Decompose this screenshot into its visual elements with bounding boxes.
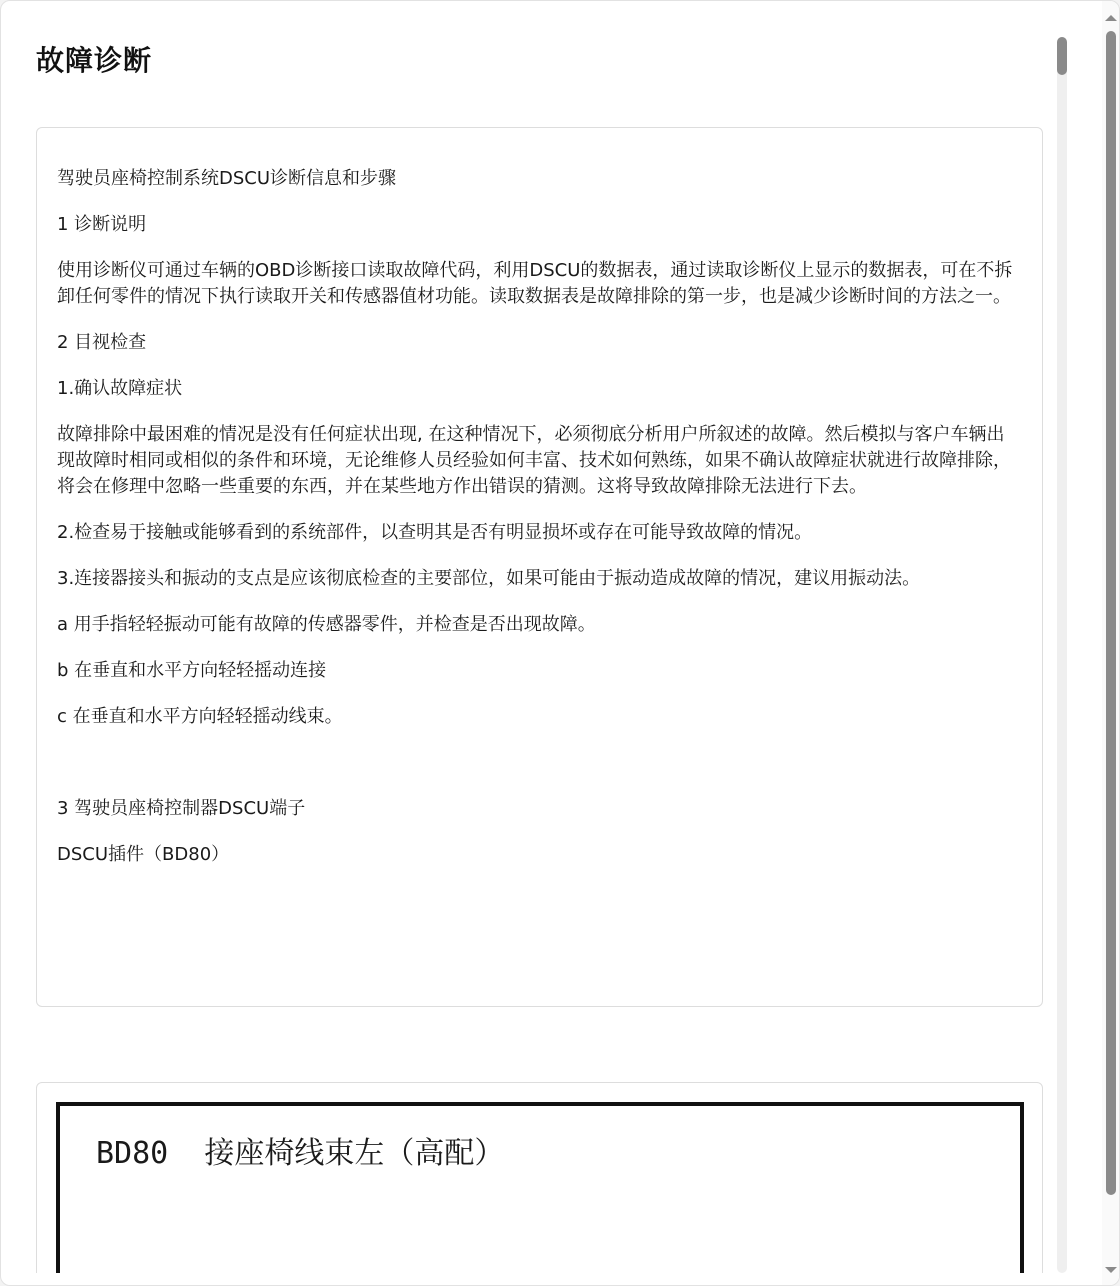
substep-a: a 用手指轻轻振动可能有故障的传感器零件，并检查是否出现故障。 bbox=[57, 614, 596, 635]
page-title: 故障诊断 bbox=[36, 44, 153, 77]
section-heading-diagnosis-description: 1 诊断说明 bbox=[57, 214, 147, 235]
connector-diagram-card bbox=[36, 1082, 1043, 1273]
substep-b: b 在垂直和水平方向轻轻摇动连接 bbox=[57, 660, 327, 681]
diagnosis-text-card bbox=[36, 127, 1043, 1007]
doc-heading: 驾驶员座椅控制系统DSCU诊断信息和步骤 bbox=[57, 168, 397, 189]
connector-label: DSCU插件（BD80） bbox=[57, 844, 230, 865]
section-heading-visual-inspection: 2 目视检查 bbox=[57, 332, 147, 353]
substep-c: c 在垂直和水平方向轻轻摇动线束。 bbox=[57, 706, 343, 727]
step-check-components: 2.检查易于接触或能够看到的系统部件，以查明其是否有明显损坏或存在可能导致故障的情况。 bbox=[57, 522, 813, 543]
scroll-up-arrow-icon[interactable] bbox=[1105, 15, 1117, 21]
step-confirm-symptom: 1.确认故障症状 bbox=[57, 378, 183, 399]
scroll-content bbox=[1, 1, 1051, 1273]
connector-diagram-image bbox=[56, 1102, 1024, 1273]
section-heading-dscu-terminals: 3 驾驶员座椅控制器DSCU端子 bbox=[57, 798, 306, 819]
content-scrollbar[interactable] bbox=[1057, 37, 1067, 1273]
step-check-connectors: 3.连接器接头和振动的支点是应该彻底检查的主要部位，如果可能由于振动造成故障的情况，建议用振动法。 bbox=[57, 568, 921, 589]
scroll-down-arrow-icon[interactable] bbox=[1105, 1267, 1117, 1273]
content-scrollbar-thumb[interactable] bbox=[1057, 37, 1067, 75]
window-scrollbar-thumb[interactable] bbox=[1106, 31, 1116, 1195]
paragraph-symptom-analysis: 故障排除中最困难的情况是没有任何症状出现, 在这种情况下，必须彻底分析用户所叙述的故障。然后模拟与客户车辆出现故障时相同或相似的条件和环境，无论维修人员经验如何丰富、技术如何熟练，如果不确认故障症状就进行故障排除，将会在修理中忽略一些重要的东西，并在某些地方作出错误的猜测。这将导致故障排除无法进行下去。 bbox=[57, 424, 1011, 497]
diagram-caption: BD80 接座椅线束左（高配） bbox=[96, 1136, 505, 1171]
window-scrollbar[interactable] bbox=[1102, 1, 1119, 1285]
blank-paragraph bbox=[57, 750, 1022, 776]
paragraph-diagnosis-description: 使用诊断仪可通过车辆的OBD诊断接口读取故障代码，利用DSCU的数据表，通过读取诊断仪上显示的数据表，可在不拆卸任何零件的情况下执行读取开关和传感器值材功能。读取数据表是故障排除的第一步，也是减少诊断时间的方法之一。 bbox=[57, 260, 1013, 307]
